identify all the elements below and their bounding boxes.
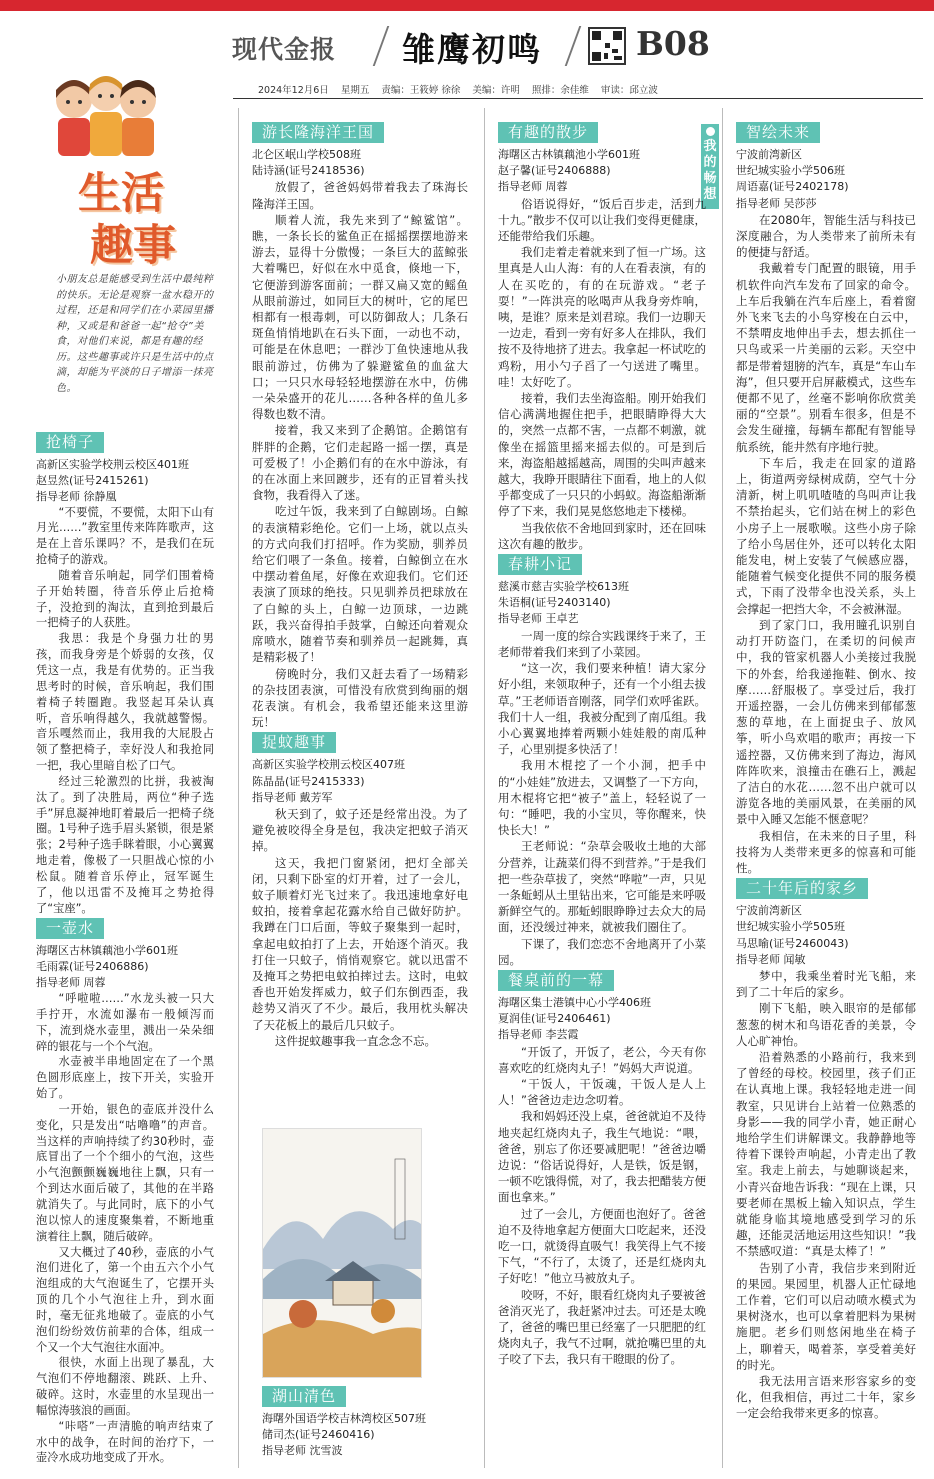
paragraph: 我相信，在未来的日子里，科技将为人类带来更多的惊喜和可能性。 [736,828,916,875]
qr-code-icon [588,27,626,65]
paragraph: 我戴着专门配置的眼镜，用手机软件向汽车发布了回家的命令。上车后我躺在汽车后座上，看着窗外飞来飞去的小鸟穿梭在白云中，不禁喟皮地伸出手去，想去抓住一只鸟或采一片美丽的云彩。天空中都是带着翅膀的汽车，真是“车山车海”，但只要开启屏蔽模式，这些车便都不见了，丝毫不影响你欣赏美丽的“空景”。别看车很多，但是不会发生碰撞，每辆车都配有智能导航系统，能井然有序地行驶。 [736,261,916,454]
article-title: 餐桌前的一幕 [498,970,614,991]
paragraph: 随着音乐响起，同学们围着椅子开始转圈，待音乐停止后抢椅子，没抢到的淘汰，直到抢到最后一把椅子的人获胜。 [36,568,214,630]
teacher: 指导老师 徐静凰 [36,489,117,503]
vertical-column-title: 我的畅想 [701,124,719,209]
school: 世纪城实验小学505班 [736,920,845,934]
school: 海曙区古林镇藕池小学601班 [498,148,640,161]
paragraph: 水壶被半串地固定在了一个黑色圆形底座上，按下开关，实验开始了。 [36,1055,214,1101]
paragraph: 刚下飞船，映入眼帘的是郁郁葱葱的树木和鸟语花香的美景，令人心旷神怡。 [736,1001,916,1048]
painting-caption [262,1384,472,1460]
author: 赵子馨(证号2406888) [498,164,611,178]
paragraph: 王老师说：“杂草会吸收土地的大部分营养，让蔬菜们得不到营养。”于是我们把一些杂草拔了，突然“哗啦”一声，只见一条蚯蚓从土里钻出来，它可能是来呼吸新鲜空气的。那蚯蚓眼睁睁过去众大的局面，还没缓过神来，就被我们圈住了。 [498,839,706,935]
teacher: 指导老师 周蓉 [498,180,568,194]
paragraph: “开饭了，开饭了，老公，今天有你喜欢吃的红烧肉丸子！”妈妈大声说道。 [498,1044,706,1075]
paragraph: 放假了，爸爸妈妈带着我去了珠海长隆海洋王国。 [252,180,468,211]
author: 周语嘉(证号2402178) [736,180,849,194]
paragraph: 俗语说得好，“饭后百步走，活到九十九。”散步不仅可以让我们变得更健康，还能带给我们乐趣。 [498,196,706,244]
section-title: 雏鹰初鸣 [402,30,542,69]
author: 储司杰(证号2460416) [262,1428,375,1442]
paragraph: 沿着熟悉的小路前行，我来到了曾经的母校。校园里，孩子们正在认真地上课。我轻轻地走进一间教室，只见讲台上站着一位熟悉的身影——我的同学小青，她正耐心地给学生们讲解课文。我静静地等待着下课铃声响起，小青走出了教室。我走上前去，与她聊谈起来，小青兴奋地告诉我：“现在上课，只要老师在黑板上输入知识点，学生就能身临其境地感受到学习的乐趣，还能灵活地运用这些知识！”我不禁感叹道：“真是太棒了！” [736,1049,916,1259]
paragraph: “咔嗒”一声清脆的响声结束了水中的战争，在时间的治疗下，一壶冷水成功地变成了开水。 [36,1419,214,1465]
district: 宁波前湾新区 [736,148,802,161]
paragraph: 这天，我把门窗紧闭，把灯全部关闭，只剩下卧室的灯开着，过了一会儿，蚊子顺着灯光飞过来了。我迅速地拿好电蚊拍，接着拿起花露水给自己做好防护。我蹲在门口后面，等蚊子聚集到一起时，拿起电蚊拍打了上去，开始逐个消灭。我打住一只蚊子，悄悄观察它。就以迅雷不及掩耳之势把电蚊拍摔过去。这时，电蚊香也开始发挥威力，蚊子们东倒西歪，我趁势又消灭了不少。最后，我用枕头解决了天花板上的最后几只蚊子。 [252,855,468,1032]
school: 世纪城实验小学506班 [736,164,845,178]
paragraph: 过了一会儿，方便面也泡好了。爸爸迫不及待地拿起方便面大口吃起来，还没吃一口，就烫得直吸气！我笑得上气不接下气，“不行了，太烫了，还是红烧肉丸子好吃！”他立马被放丸子。 [498,1206,706,1286]
author: 马思喻(证号2460043) [736,936,849,950]
column-logo [40,64,180,271]
typesetter-credit: 照排：余佳维 [531,85,589,96]
proofreader-credit: 审读：邱立波 [600,85,658,96]
author: 赵昱然(证号2415261) [36,473,149,487]
column-intro: 小朋友总是能感受到生活中最纯粹的快乐。无论是观察一盆水稳开的过程，还是和同学们在小菜园里播种，又或是和爸爸一起“抢夺”美食，对他们来说，都是有趣的经历。这些趣事或许只是生活中的点滴，却能为平淡的日子增添一抹亮色。 [56,274,214,394]
author: 陆诗涵(证号2418536) [252,164,365,178]
dot-icon [706,127,715,136]
teacher: 指导老师 戴芳军 [252,790,333,804]
article-title: 游长隆海洋王国 [252,122,384,143]
issue-date: 2024年12月6日 [258,85,329,96]
district: 宁波前湾新区 [736,904,802,918]
author: 毛雨霖(证号2406886) [36,960,149,974]
paragraph: 一周一度的综合实践课终于来了，王老师带着我们来到了小菜园。 [498,628,706,659]
paragraph: 梦中，我乘坐着时光飞船，来到了二十年后的家乡。 [736,968,916,1000]
landscape-painting [262,1128,422,1378]
editor-credit: 责编：王筱婷 徐徐 [381,85,461,96]
teacher: 指导老师 沈雪波 [262,1444,343,1458]
school: 慈溪市慈吉实验学校613班 [498,580,629,594]
paragraph: 接着，我们去坐海盗船。刚开始我们信心满满地握住把手，把眼睛睁得大大的，突然一点都不害，一点都不刺激，就像坐在摇篮里摇来摇去似的。可是到后来，海盗船越摇越高，周围的尖叫声越来越大，我睁开眼睛往下面看，地上的人似乎都变成了一只只的小蚂蚁。海盗船渐渐停了下来，我们晃晃悠悠地走下楼梯。 [498,391,706,519]
issue-weekday: 星期五 [340,85,370,96]
paragraph: “呼啦啦……”水龙头被一只大手拧开，水流如瀑布一般倾泻而下，流到烧水壶里，溅出一朵朵细碎的银花与一个个气泡。 [36,992,214,1053]
newspaper-title: 现代金报 [232,35,337,64]
paragraph: 秋天到了，蚊子还是经常出没。为了避免被咬得全身是包，我决定把蚊子消灭掉。 [252,806,468,854]
header-rule [233,98,923,99]
paragraph: 我和妈妈还没上桌，爸爸就迫不及待地夹起红烧肉丸子，我生气地说：“喂，爸爸，别忘了你还要减肥呢！”爸爸边嚼边说：“俗话说得好，人是铁，饭是钢，一顿不吃饿得慌，对了，我去把醋装方便面也拿来。” [498,1109,706,1205]
paragraph: 接着，我又来到了企鹅馆。企鹅馆有胖胖的企鹅，它们走起路一摇一摆，真是可爱极了！小企鹅们有的在水中游泳，有的在冰面上来回踱步，还有的正冒着头找食物，我看得入了迷。 [252,423,468,503]
article-title: 抢椅子 [36,432,104,453]
school: 海曙外国语学校吉林湾校区507班 [262,1412,426,1425]
author: 朱语桐(证号2403140) [498,596,611,610]
article-title: 湖山清色 [262,1386,346,1407]
column-2 [498,120,706,1368]
left-column [36,430,214,1466]
author: 夏润佳(证号2406461) [498,1012,611,1026]
logo-text-line2: 趣事 [90,221,176,271]
paragraph: 我用木棍挖了一个小洞，把手中的“小娃娃”放进去，又调整了一下方向，用木棍将它把“被子”盖上，轻轻说了一句：“睡吧，我的小宝贝，等你醒来，快快长大！” [498,758,706,838]
teacher: 指导老师 周蓉 [36,976,106,990]
author: 陈晶晶(证号2415333) [252,774,365,788]
paragraph: 顺着人流，我先来到了“鲸鲨馆”。瞧，一条长长的鲨鱼正在摇摇摆摆地游来游去，显得十分傲慢；一条巨大的蓝鲸张大着嘴巴，好似在水中觅食，倏地一下，它便游到游客面前；一群又扁又宽的鳐鱼从眼前游过，如同巨大的树叶，它的尾巴相都有一根毒刺，可以防御敌人；几条石斑鱼悄悄地趴在石头下面，一动也不动，可能是在休息吧；一群沙丁鱼快速地从我眼前游过，仿佛为了躲避鲨鱼的血盆大口；一只只水母轻轻地摆游在水中，仿佛一朵朵盛开的花儿……各种各样的鱼儿多得数也数不清。 [252,212,468,422]
paragraph: 在2080年，智能生活与科技已深度融合，为人类带来了前所未有的便捷与舒适。 [736,212,916,260]
page-number: B08 [636,24,710,63]
column-divider [238,108,239,1468]
paragraph: 我无法用言语来形容家乡的变化，但我相信，再过二十年，家乡一定会给我带来更多的惊喜。 [736,1374,916,1421]
divider-slash [373,26,390,66]
column-3 [736,120,916,1422]
paragraph: 傍晚时分，我们又赶去看了一场精彩的杂技团表演，可惜没有欣赏到绚丽的烟花表演。有机会，我希望还能来这里游玩！ [252,666,468,730]
paragraph: 我们走着走着就来到了恒一广场。这里真是人山人海：有的人在看表演，有的人在买吃的，有的在玩游戏。“老子耍！”一阵洪亮的吆喝声从我身旁炸响，咦，是谁？原来是刘君琼。我们一边聊天一边走，看到一旁有好多人在排队，我们按不及待地挤了进去。我拿起一杯试吃的鸡粉，用小勺子舀了一勺送进了嘴里。哇！太好吃了。 [498,245,706,389]
top-red-bar [0,0,934,11]
school: 高新区实验学校荆云校区401班 [36,458,189,471]
paragraph: 咬呀，不好，眼看红烧肉丸子要被爸爸消灭光了，我赶紧冲过去。可还是太晚了，爸爸的嘴巴里已经塞了一只肥肥的红烧肉丸子，我气不过啊，就抢嘴巴里的丸子咬了下去，我只有干瞪眼的份了。 [498,1287,706,1367]
issue-info [258,82,698,96]
school: 北仑区岷山学校508班 [252,148,361,161]
logo-text-line1: 生活 [78,169,164,219]
article-title: 有趣的散步 [498,122,598,143]
paragraph: 一开始，银色的壶底并没什么变化，只是发出“咕噜噜”的声音。当这样的声响持续了约30秒时，壶底冒出了一个个细小的气泡，这些小气泡颤颤巍巍地往上飘，只有一个到达水面后破了，其他的在半路就消失了。与此同时，底下的小气泡以惊人的速度聚集着，不断地重演着往上飘，随后破碎。 [36,1102,214,1243]
painting-image [263,1129,421,1377]
school: 高新区实验学校荆云校区407班 [252,758,405,772]
column-divider [484,108,485,1468]
divider-slash [565,26,582,66]
paragraph: 告别了小青，我信步来到附近的果园。果园里，机器人正忙碌地工作着，它们可以启动喷水模式为果树浇水，也可以拿着肥料为果树施肥。老乡们则悠闲地坐在椅子上，聊着天，喝着茶，享受着美好的时光。 [736,1260,916,1372]
teacher: 指导老师 李芸霞 [498,1028,579,1042]
teacher: 指导老师 王卓艺 [498,612,579,626]
paragraph: 吃过午饭，我来到了白鲸剧场。白鲸的表演精彩绝伦。它们一上场，就以点头的方式向我们打招呼。作为奖励，驯养员给它们喂了一条鱼。接着，白鲸倒立在水中摆动着鱼尾，好像在欢迎我们。它们还表演了顶球的绝技。只见驯养员把球放在了白鲸的头上，白鲸一边顶球，一边跳跃，我兴奋得拍手鼓掌，白鲸还向着观众席喷水，随着节奏和驯养员一起跳舞，真是精彩极了！ [252,504,468,665]
paragraph: 经过三轮激烈的比拼，我被淘汰了。到了决胜局，两位“种子选手”屏息凝神地盯着最后一把椅子绕圈。1号种子选手眉头紧锁，很是紧张；2号种子选手眯着眼，小心翼翼地走着，像极了一只胆战心惊的小松鼠。随着音乐停止，冠军诞生了，他以迅雷不及掩耳之势抢得了“宝座”。 [36,774,214,915]
paragraph: 下课了，我们恋恋不舍地离开了小菜园。 [498,936,706,967]
article-title: 二十年后的家乡 [736,878,868,899]
school: 海曙区古林镇藕池小学601班 [36,944,178,958]
article-title: 捉蚊趣事 [252,732,336,753]
paragraph: 很快，水面上出现了暴乱，大气泡们不停地翻滚、跳跃、上升、破碎。这时，水壶里的水呈现出一幅惊涛骇浪的画面。 [36,1356,214,1417]
article-title: 智绘未来 [736,122,820,143]
children-illustration [44,72,168,158]
article-title: 春耕小记 [498,554,582,575]
paragraph: “这一次，我们要来种植！请大家分好小组，来领取种子，还有一个小组去拔草。”王老师语音刚落，同学们欢呼雀跃。我们十人一组，我被分配到了南瓜组。我小心翼翼地捧着两颗小娃娃般的南瓜种子，心里别提多快活了！ [498,661,706,757]
teacher: 指导老师 吴莎莎 [736,196,817,210]
paragraph: 当我依依不舍地回到家时，还在回味这次有趣的散步。 [498,520,706,551]
school: 海曙区集士港镇中心小学406班 [498,995,651,1009]
paragraph: 这件捉蚊趣事我一直念念不忘。 [275,1033,436,1048]
teacher: 指导老师 闻敏 [736,952,806,966]
paragraph: “不要慌，不要慌，太阳下山有月光……”教室里传来阵阵歌声，这是在上音乐课吗？不，是我们在玩抢椅子的游戏。 [36,505,214,567]
paragraph: 下车后，我走在回家的道路上，街道两旁绿树成荫，空气十分清新，树上叽叽喳喳的鸟叫声让我不禁抬起头，它们站在树上的彩色小房子上一展歌喉。这些小房子除了给小鸟居住外，还可以转化太阳能发电，树上安装了气候感应器，能随着气候变化提供不同的服务模式，下雨了没带伞也没关系，头上会撑起一把挡大伞，不会被淋湿。 [736,455,916,616]
article-title: 一壶水 [36,918,104,939]
column-divider [722,108,723,1468]
paragraph: 又大概过了40秒，壶底的小气泡们进化了，第一个由五六个小气泡组成的大气泡诞生了，它摆开头顶的几个小气泡往上升，到水面时，毫无征兆地破了。壶底的小气泡们纷纷效仿前辈的合体，组成一个又一个大气泡往水面冲。 [36,1245,214,1354]
column-1 [252,120,468,1049]
paragraph: 到了家门口，我用瞳孔识别自动打开防盗门，在柔切的问候声中，我的管家机器人小美接过我脱下的外套，给我递拖鞋、倒水、按摩……舒服极了。享受过后，我打开遥控器，一会儿仿佛来到郁郁葱葱的草地，在上面捉虫子、放风筝，听小鸟欢唱的歌声；再按一下遥控器，又仿佛来到了海边，海风阵阵吹来，浪撞击在礁石上，溅起了洁白的水花……忽不出户就可以游览各地的美丽风景，在美丽的风景中入睡又怎能不惬意呢？ [736,617,916,827]
paragraph: “干饭人，干饭魂，干饭人是人上人！”爸爸边走边念叨着。 [498,1076,706,1108]
designer-credit: 美编：许明 [472,85,520,96]
paragraph: 我思：我是个身强力壮的男孩，而我身旁是个娇弱的女孩，仅凭这一点，我是有优势的。正当我思考时的时候，音乐响起，我们围着椅子转圈跑。我竖起耳朵认真听，音乐响得越久，我就越警惕。音乐嘎然而止，我用我的大屁股占领了整把椅子，幸好没人和我抢同一把，我心里暗自松了口气。 [36,632,214,773]
